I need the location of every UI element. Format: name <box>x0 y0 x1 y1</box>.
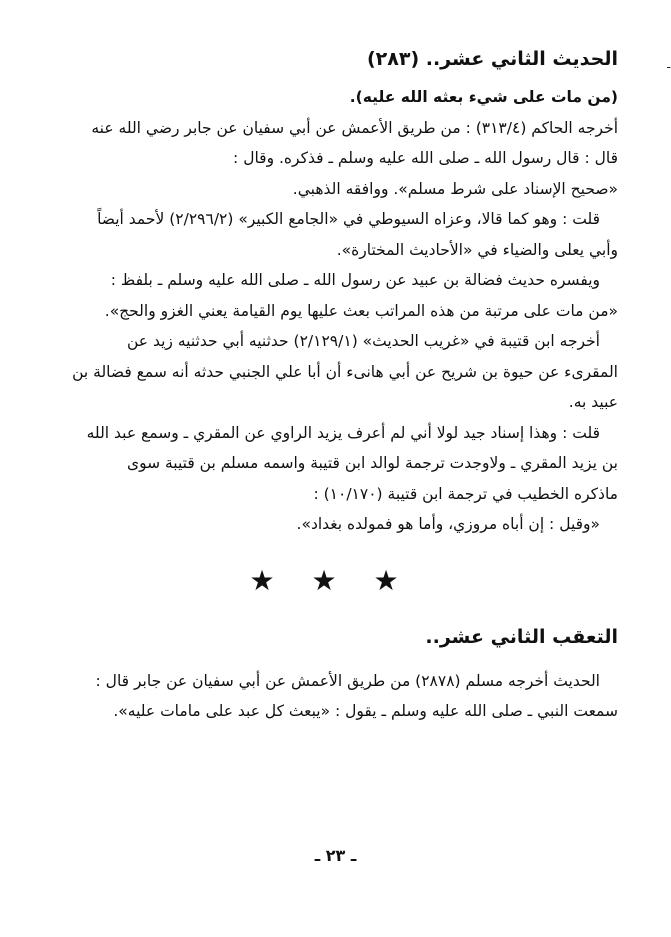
paragraph-line: بن يزيد المقري ـ ولاوجدت ترجمة لوالد ابن قتيبة واسمه مسلم بن قتيبة سوى <box>126 454 618 472</box>
paragraph-line: «من مات على مرتبة من هذه المراتب بعث عليها يوم القيامة يعني الغزو والحج». <box>104 301 618 320</box>
paragraph-line: قلت : وهو كما قالا، وعزاه السيوطي في «الجامع الكبير» (٢/٢٩٦/٢) لأحمد أيضاً <box>97 210 600 228</box>
paragraph-line: المقرىء عن حيوة بن شريح عن أبي هانىء أن أبا علي الجنبي حدثه أنه سمع فضالة بن <box>72 362 618 381</box>
paragraph-line: أخرجه ابن قتيبة في «غريب الحديث» (٢/١٢٩/١) حدثنيه أبي حدثنيه زيد عن <box>127 332 600 350</box>
paragraph-line: وأبي يعلى والضياء في «الأحاديث المختارة». <box>336 240 618 259</box>
paragraph-line: ماذكره الخطيب في ترجمة ابن قتيبة (١٠/١٧٠) : <box>313 484 618 503</box>
paragraph-line: «وقيل : إن أباه مروزي، وأما هو فمولده بغداد». <box>296 515 600 533</box>
section-title-critique: التعقب الثاني عشر.. <box>425 625 618 648</box>
paragraph-line: أخرجه الحاكم (٣١٣/٤) : من طريق الأعمش عن أبي سفيان عن جابر رضي الله عنه <box>91 118 618 137</box>
paragraph-line: «صحيح الإسناد على شرط مسلم». ووافقه الذهبي. <box>292 179 618 198</box>
paragraph-line: قلت : وهذا إسناد جيد لولا أني لم أعرف يزيد الراوي عن المقري ـ وسمع عبد الله <box>86 423 600 442</box>
page-body <box>44 44 618 727</box>
section-title-hadith: الحديث الثاني عشر.. (٢٨٣) <box>366 48 618 70</box>
paragraph-line: ويفسره حديث فضالة بن عبيد عن رسول الله ـ صلى الله عليه وسلم ـ بلفظ : <box>110 271 600 289</box>
paragraph-line: قال : قال رسول الله ـ صلى الله عليه وسلم ـ فذكره. وقال : <box>233 149 618 167</box>
paragraph-line: عبيد به. <box>568 393 618 411</box>
page-number: ـ ٢٣ ـ <box>314 846 357 865</box>
paragraph-line: الحديث أخرجه مسلم (٢٨٧٨) من طريق الأعمش عن أبي سفيان عن جابر قال : <box>95 671 600 690</box>
hadith-text: (من مات على شيء بعثه الله عليه). <box>349 88 618 106</box>
margin-mark: - <box>666 60 671 74</box>
paragraph-line: سمعت النبي ـ صلى الله عليه وسلم ـ يقول : «يبعث كل عبد على مامات عليه». <box>113 702 618 720</box>
section-separator-stars: ★ ★ ★ <box>249 563 413 597</box>
